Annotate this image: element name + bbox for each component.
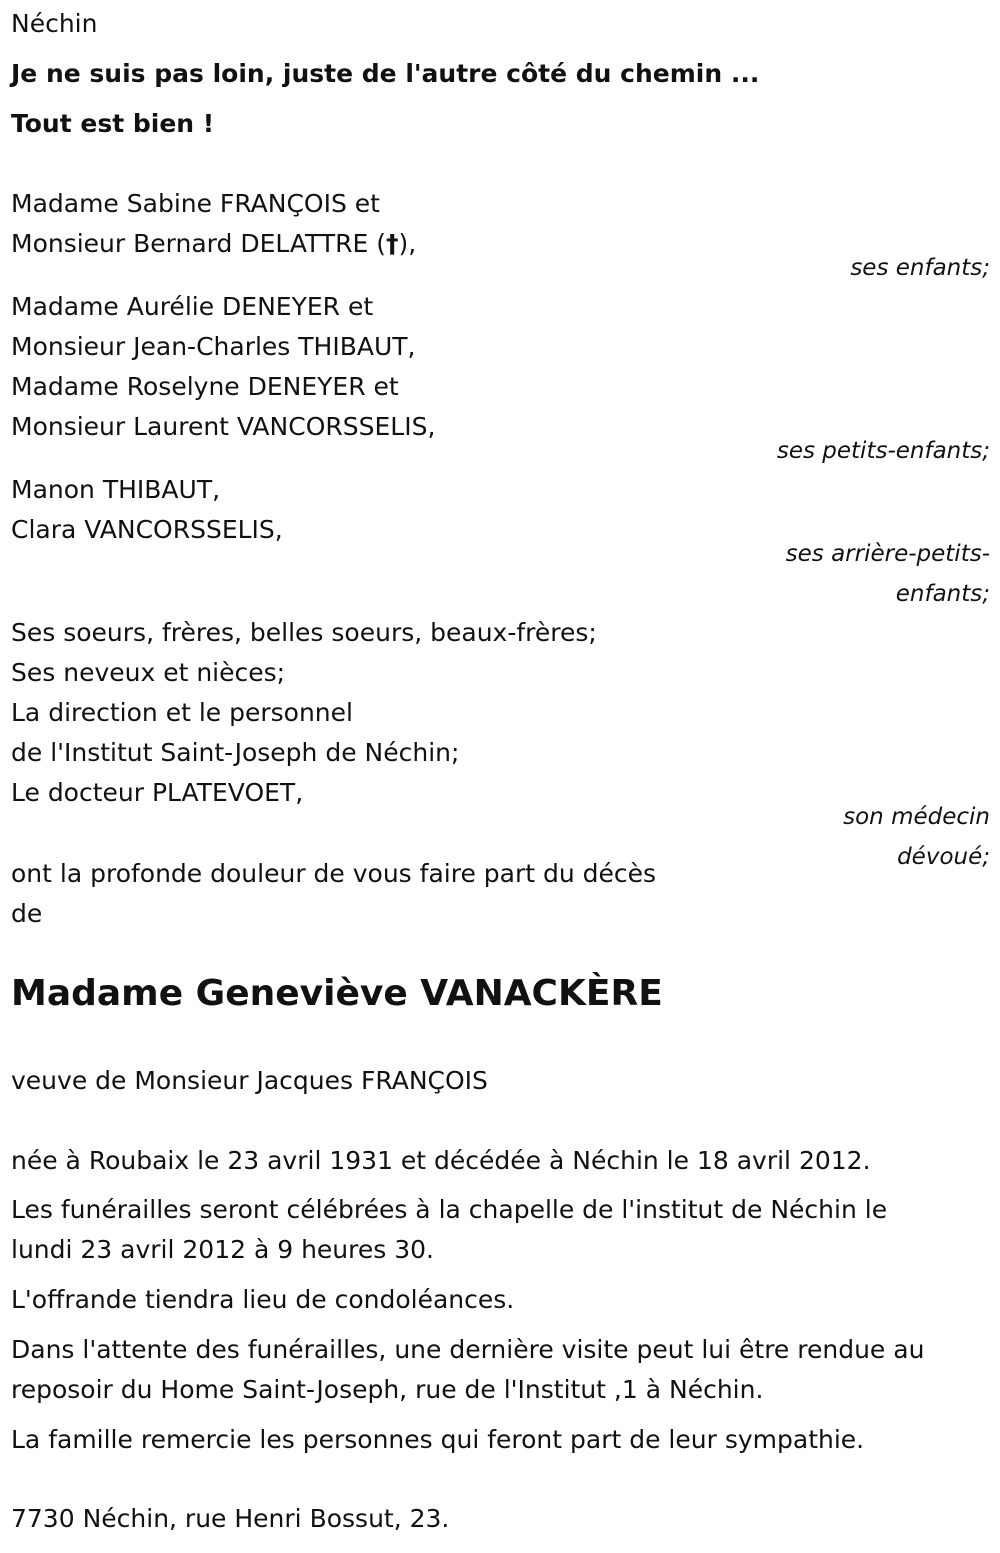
- great-grandchildren-line-1: Manon THIBAUT,: [11, 475, 221, 504]
- grandchildren-role: ses petits-enfants;: [776, 438, 990, 464]
- quote-line-2: Tout est bien !: [11, 109, 215, 138]
- funeral-line-1: Les funérailles seront célébrées à la chapelle de l'institut de Néchin le: [11, 1195, 888, 1224]
- grandchildren-line-4: Monsieur Laurent VANCORSSELIS,: [11, 412, 436, 441]
- quote-line-1: Je ne suis pas loin, juste de l'autre côté du chemin ...: [11, 59, 760, 88]
- others-line-3: La direction et le personnel: [11, 698, 353, 727]
- visit-line-1: Dans l'attente des funérailles, une dernière visite peut lui être rendue au: [11, 1335, 925, 1364]
- doctor-role-1: son médecin: [843, 804, 990, 830]
- others-line-4: de l'Institut Saint-Joseph de Néchin;: [11, 738, 460, 767]
- great-grandchildren-role-1: ses arrière-petits-: [785, 541, 990, 567]
- announcement-line-2: de: [11, 899, 43, 928]
- great-grandchildren-line-2: Clara VANCORSSELIS,: [11, 515, 283, 544]
- visit-line-2: reposoir du Home Saint-Joseph, rue de l'Institut ,1 à Néchin.: [11, 1375, 764, 1404]
- widow-of: veuve de Monsieur Jacques FRANÇOIS: [11, 1066, 488, 1095]
- great-grandchildren-role-2: enfants;: [895, 581, 990, 607]
- children-role: ses enfants;: [850, 255, 990, 281]
- others-line-2: Ses neveux et nièces;: [11, 658, 286, 687]
- announcement-line-1: ont la profonde douleur de vous faire part du décès: [11, 859, 657, 888]
- offering: L'offrande tiendra lieu de condoléances.: [11, 1285, 515, 1314]
- children-line-2b: ),: [398, 229, 417, 258]
- doctor-role-2: dévoué;: [897, 844, 990, 870]
- grandchildren-line-3: Madame Roselyne DENEYER et: [11, 372, 399, 401]
- place-header: Néchin: [11, 9, 98, 38]
- cross-icon: †: [386, 229, 399, 258]
- grandchildren-line-1: Madame Aurélie DENEYER et: [11, 292, 374, 321]
- children-line-2: [11, 224, 416, 264]
- funeral-line-2: lundi 23 avril 2012 à 9 heures 30.: [11, 1235, 434, 1264]
- others-line-1: Ses soeurs, frères, belles soeurs, beaux-frères;: [11, 618, 597, 647]
- grandchildren-line-2: Monsieur Jean-Charles THIBAUT,: [11, 332, 416, 361]
- thanks: La famille remercie les personnes qui feront part de leur sympathie.: [11, 1425, 865, 1454]
- children-line-2a: Monsieur Bernard DELATTRE (: [11, 229, 386, 258]
- deceased-name: Madame Geneviève VANACKÈRE: [11, 973, 663, 1014]
- children-line-1: Madame Sabine FRANÇOIS et: [11, 189, 380, 218]
- address: 7730 Néchin, rue Henri Bossut, 23.: [11, 1504, 450, 1533]
- birth-death: née à Roubaix le 23 avril 1931 et décédée à Néchin le 18 avril 2012.: [11, 1146, 871, 1175]
- others-line-5: Le docteur PLATEVOET,: [11, 778, 304, 807]
